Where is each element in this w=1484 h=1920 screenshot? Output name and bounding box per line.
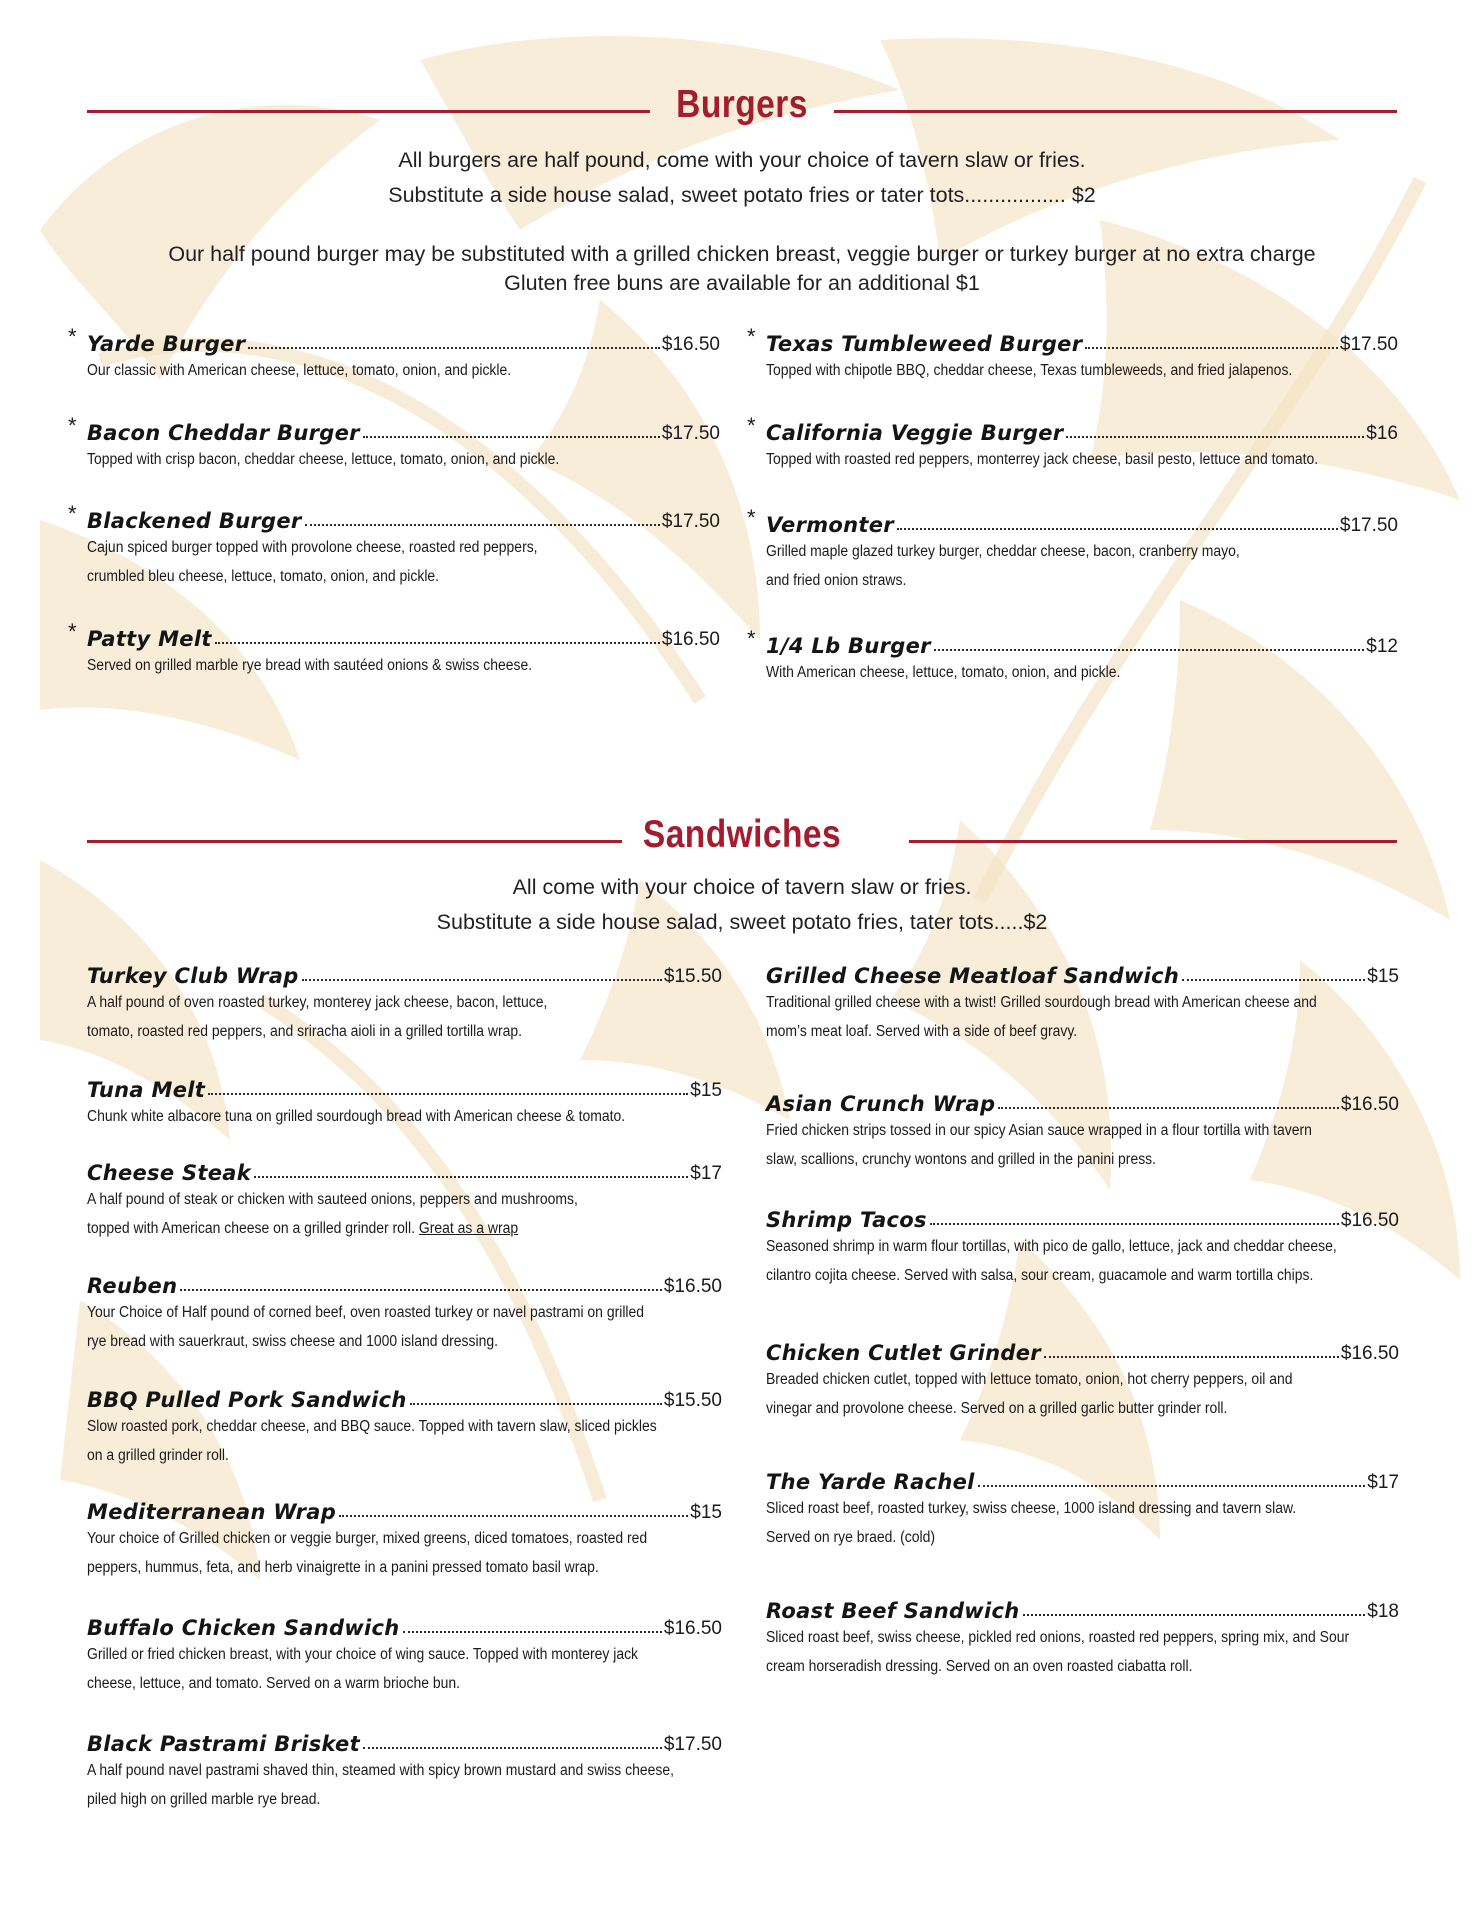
item-description [766,537,1397,595]
dot-leader [1182,979,1365,981]
dot-leader [1085,347,1337,349]
menu-item [68,619,720,680]
item-price: $16.50 [663,1276,722,1297]
wrap-option-note: Great as a wrap [418,1220,519,1237]
item-description-line: Traditional grilled cheese with a twist! Grilled sourdough bread with American cheese and [766,994,1317,1011]
item-price: $16.50 [663,1618,722,1639]
burgers-section-header [87,80,1397,140]
dot-leader [1023,1614,1366,1616]
sandwiches-intro-line-1: All come with your choice of tavern slaw or fries. [512,875,972,899]
menu-item [747,505,1398,595]
dot-leader [215,642,660,644]
dot-leader [363,436,660,438]
menu-item [766,1335,1399,1423]
menu-item [747,324,1398,385]
star-marker: * [747,505,756,530]
item-description-line: tomato, roasted red peppers, and sriracha aioli in a grilled tortilla wrap. [87,1023,523,1040]
item-description [87,1640,721,1698]
item-price: $16.50 [1340,1094,1399,1115]
item-name: Reuben [87,1274,178,1298]
item-description [87,533,719,591]
menu-item [747,413,1398,474]
item-description-line: piled high on grilled marble rye bread. [87,1791,321,1808]
item-description-line [87,1214,721,1243]
item-description-line: Served on rye braed. (cold) [766,1529,936,1546]
item-price: $17.50 [1339,334,1398,355]
dot-leader [1044,1356,1339,1358]
dot-leader [934,649,1365,651]
item-description-line: cheese, lettuce, and tomato. Served on a warm brioche bun. [87,1675,460,1692]
item-description-line: cream horseradish dressing. Served on an oven roasted ciabatta roll. [766,1658,1193,1675]
item-description-line: Your Choice of Half pound of corned beef, oven roasted turkey or navel pastrami on grilled [87,1304,645,1321]
item-description [87,988,721,1046]
item-name: Turkey Club Wrap [87,964,299,988]
sandwiches-section-header [87,810,1397,870]
item-price: $17.50 [1339,515,1398,536]
item-description [766,1365,1398,1423]
item-name: Cheese Steak [87,1161,252,1185]
menu-item [766,958,1399,1046]
item-name: Texas Tumbleweed Burger [766,332,1083,356]
menu-item [766,1593,1399,1681]
sandwiches-intro-line-2: Substitute a side house salad, sweet potato fries, tater tots.....$2 [436,910,1048,934]
item-price: $16.50 [1340,1210,1399,1231]
menu-item [766,1086,1399,1174]
dot-leader [1066,436,1364,438]
burgers-title: Burgers [676,83,808,126]
item-description [766,1116,1398,1174]
item-price: $16.50 [661,334,720,355]
item-description [87,1298,721,1356]
item-name: Blackened Burger [87,509,302,533]
item-description-line: vinegar and provolone cheese. Served on a grilled garlic butter grinder roll. [766,1400,1228,1417]
item-description-line: Sliced roast beef, swiss cheese, pickled red onions, roasted red peppers, spring mix, and Sour [766,1629,1350,1646]
item-description-line: peppers, hummus, feta, and herb vinaigrette in a panini pressed tomato basil wrap. [87,1559,599,1576]
item-name: The Yarde Rachel [766,1470,975,1494]
item-name: Patty Melt [87,627,212,651]
item-name: Vermonter [766,513,894,537]
item-name: Roast Beef Sandwich [766,1599,1020,1623]
dot-leader [254,1176,688,1178]
menu-item [766,1464,1399,1552]
menu-item [87,1610,722,1698]
star-marker: * [747,413,756,438]
item-name: 1/4 Lb Burger [766,634,931,658]
sandwiches-title: Sandwiches [642,813,842,856]
menu-item [87,958,722,1046]
item-name: Grilled Cheese Meatloaf Sandwich [766,964,1180,988]
item-description [766,1494,1398,1552]
item-description-line: A half pound navel pastrami shaved thin, steamed with spicy brown mustard and swiss cheese, [87,1762,674,1779]
item-name: Yarde Burger [87,332,246,356]
item-name: Asian Crunch Wrap [766,1092,996,1116]
item-description [766,988,1398,1046]
item-price: $16.50 [661,629,720,650]
item-description-line: Grilled or fried chicken breast, with your choice of wing sauce. Topped with monterey jack [87,1646,639,1663]
menu-item [87,1726,722,1814]
item-description-line: Fried chicken strips tossed in our spicy Asian sauce wrapped in a flour tortilla with tavern [766,1122,1312,1139]
dot-leader [302,979,662,981]
item-description: With American cheese, lettuce, tomato, onion, and pickle. [766,664,1121,681]
item-price: $16.50 [1340,1343,1399,1364]
item-description-line: Cajun spiced burger topped with provolone cheese, roasted red peppers, [87,539,538,556]
menu-item [87,1382,722,1470]
menu-item [87,1072,722,1131]
item-description [766,1623,1398,1681]
item-price: $17 [1367,1472,1399,1493]
item-description-line: and fried onion straws. [766,572,907,589]
menu-item [87,1155,722,1243]
dot-leader [248,347,660,349]
star-marker: * [747,324,756,349]
item-description [87,1524,721,1582]
dot-leader [897,528,1338,530]
item-price: $15.50 [663,1390,722,1411]
item-description-line: Slow roasted pork, cheddar cheese, and BBQ sauce. Topped with tavern slaw, sliced pickles [87,1418,657,1435]
dot-leader [978,1485,1366,1487]
dot-leader [305,524,660,526]
item-price: $12 [1366,636,1398,657]
item-price: $18 [1367,1601,1399,1622]
item-description: Chunk white albacore tuna on grilled sourdough bread with American cheese & tomato. [87,1108,626,1125]
item-name: Shrimp Tacos [766,1208,927,1232]
item-price: $15.50 [663,966,722,987]
dot-leader [339,1515,688,1517]
menu-item [87,1494,722,1582]
dot-leader [363,1747,662,1749]
item-description-line: on a grilled grinder roll. [87,1447,229,1464]
item-description [87,1756,721,1814]
burgers-intro-line-2: Substitute a side house salad, sweet potato fries or tater tots................. $2 [388,183,1096,207]
item-description-line: Sliced roast beef, roasted turkey, swiss cheese, 1000 island dressing and tavern slaw. [766,1500,1297,1517]
dot-leader [930,1223,1339,1225]
item-description [87,1185,721,1243]
sandwiches-intro [87,870,1397,940]
item-description: Our classic with American cheese, lettuce, tomato, onion, and pickle. [87,362,512,379]
item-description-line: cilantro cojita cheese. Served with salsa, sour cream, guacamole and warm tortilla chips. [766,1267,1314,1284]
dot-leader [998,1107,1339,1109]
item-name: California Veggie Burger [766,421,1064,445]
item-description: Topped with chipotle BBQ, cheddar cheese, Texas tumbleweeds, and fried jalapenos. [766,362,1293,379]
item-price: $15 [1367,966,1399,987]
item-description-line: Seasoned shrimp in warm flour tortillas, with pico de gallo, lettuce, jack and cheddar cheese, [766,1238,1337,1255]
menu-item [87,1268,722,1356]
item-description-line: mom’s meat loaf. Served with a side of beef gravy. [766,1023,1078,1040]
menu-item [68,413,720,474]
dot-leader [410,1403,662,1405]
menu-item [68,324,720,385]
star-marker: * [68,619,77,644]
item-name: Bacon Cheddar Burger [87,421,360,445]
item-price: $17.50 [661,423,720,444]
burgers-note-line-2: Gluten free buns are available for an additional $1 [504,271,980,295]
dot-leader [208,1093,688,1095]
dot-leader [180,1289,662,1291]
item-description-text: topped with American cheese on a grilled grinder roll. [87,1220,419,1237]
item-description-line: A half pound of oven roasted turkey, monterey jack cheese, bacon, lettuce, [87,994,548,1011]
item-name: Mediterranean Wrap [87,1500,337,1524]
item-name: Tuna Melt [87,1078,206,1102]
item-price: $17.50 [663,1734,722,1755]
menu-item [766,1202,1399,1290]
burgers-note-line-1: Our half pound burger may be substituted with a grilled chicken breast, veggie burger or turkey burger at no extra charge [168,242,1316,266]
item-name: Chicken Cutlet Grinder [766,1341,1041,1365]
item-description-line: Grilled maple glazed turkey burger, cheddar cheese, bacon, cranberry mayo, [766,543,1240,560]
item-description: Topped with roasted red peppers, monterrey jack cheese, basil pesto, lettuce and tomato. [766,451,1319,468]
item-description-line: crumbled bleu cheese, lettuce, tomato, onion, and pickle. [87,568,440,585]
item-description-line: A half pound of steak or chicken with sauteed onions, peppers and mushrooms, [87,1191,578,1208]
item-description-line: rye bread with sauerkraut, swiss cheese and 1000 island dressing. [87,1333,498,1350]
item-description [766,1232,1398,1290]
item-description: Served on grilled marble rye bread with sautéed onions & swiss cheese. [87,657,533,674]
burgers-intro [87,143,1397,213]
burgers-intro-line-1: All burgers are half pound, come with your choice of tavern slaw or fries. [398,148,1086,172]
item-description-line: slaw, scallions, crunchy wontons and grilled in the panini press. [766,1151,1157,1168]
item-description: Topped with crisp bacon, cheddar cheese, lettuce, tomato, onion, and pickle. [87,451,560,468]
burgers-note [87,240,1397,298]
item-description-line: Your choice of Grilled chicken or veggie burger, mixed greens, diced tomatoes, roasted red [87,1530,648,1547]
item-description-line: Breaded chicken cutlet, topped with lettuce tomato, onion, hot cherry peppers, oil and [766,1371,1293,1388]
item-price: $16 [1366,423,1398,444]
item-price: $17.50 [661,511,720,532]
star-marker: * [68,324,77,349]
star-marker: * [68,413,77,438]
menu-item [68,501,720,591]
item-price: $15 [690,1502,722,1523]
item-price: $15 [690,1080,722,1101]
item-price: $17 [690,1163,722,1184]
dot-leader [403,1631,662,1633]
item-name: BBQ Pulled Pork Sandwich [87,1388,407,1412]
menu-item [747,626,1398,687]
item-name: Black Pastrami Brisket [87,1732,360,1756]
item-name: Buffalo Chicken Sandwich [87,1616,400,1640]
item-description [87,1412,721,1470]
star-marker: * [68,501,77,526]
star-marker: * [747,626,756,651]
